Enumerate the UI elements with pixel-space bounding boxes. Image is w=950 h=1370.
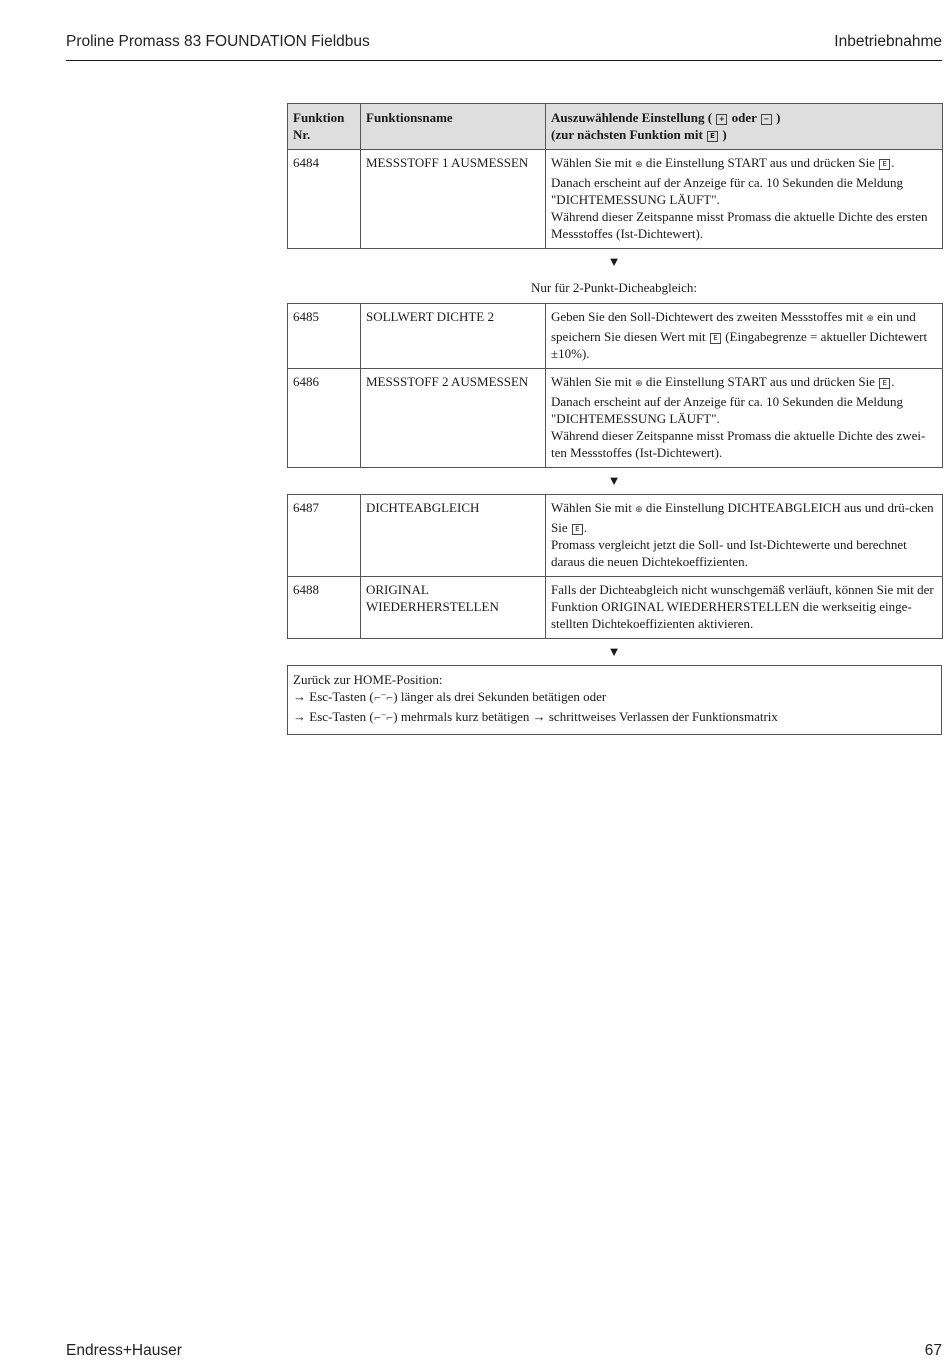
footer-brand: Endress+Hauser xyxy=(66,1342,182,1359)
header-title: Proline Promass 83 FOUNDATION Fieldbus xyxy=(66,33,370,50)
setting-text: Wählen Sie mit xyxy=(551,155,632,170)
setting-text: Wählen Sie mit xyxy=(551,374,632,389)
down-arrow-icon xyxy=(287,639,621,665)
plusminus-key-icon: ⊕ xyxy=(866,314,874,324)
setting-text: Promass vergleicht jetzt die Soll- und Ist-Dichtewerte und berechnet daraus die neuen Dichtekoeffizienten. xyxy=(551,537,907,569)
minus-key-icon: − xyxy=(761,114,772,125)
enter-key-icon: E xyxy=(879,378,890,389)
cell-setting: Falls der Dichteabgleich nicht wunschgemäß verläuft, können Sie mit der Funktion ORIGINAL WIEDERHERSTELLEN die werkseitig einge-stellten Dichtekoeffizienten aktivieren. xyxy=(546,577,943,639)
setting-text: Danach erscheint auf der Anzeige für ca. 10 Sekunden die Meldung "DICHTEMESSUNG LÄUFT". xyxy=(551,394,903,426)
setting-text: . xyxy=(891,155,895,170)
setting-text: die Einstellung DICHTEABGLEICH aus und drü-cken Sie xyxy=(551,500,934,535)
setting-text: Wählen Sie mit xyxy=(551,500,632,515)
plusminus-key-icon: ⊕ xyxy=(635,505,643,515)
setting-text: Während dieser Zeitspanne misst Promass die aktuelle Dichte des zwei-ten Messstoffes (Ist-Dichtewert). xyxy=(551,428,926,460)
page-number: 67 xyxy=(924,1342,942,1359)
header-funktionsname: Funktionsname xyxy=(361,104,546,150)
home-line-1: → Esc-Tasten ( xyxy=(293,689,374,704)
function-table-3 xyxy=(287,494,943,639)
cell-setting xyxy=(546,495,943,577)
table-row-6484 xyxy=(288,150,943,249)
cell-nr: 6487 xyxy=(288,495,361,577)
table-row-6485 xyxy=(288,304,943,369)
header-funktion-nr xyxy=(288,104,361,150)
down-arrow-icon xyxy=(287,468,621,494)
home-position-box xyxy=(287,665,942,735)
header-nr-label: Nr. xyxy=(293,127,311,142)
home-title: Zurück zur HOME-Position: xyxy=(293,672,443,687)
esc-key-icon: ⌐‾⌐ xyxy=(373,714,394,724)
setting-text: ein und speichern Sie diesen Wert mit xyxy=(551,309,916,344)
home-line-2: → Esc-Tasten ( xyxy=(293,709,374,724)
setting-text: die Einstellung START aus und drücken Sie xyxy=(645,155,875,170)
enter-key-icon: E xyxy=(879,159,890,170)
enter-key-icon: E xyxy=(707,131,718,142)
header-einstellung xyxy=(546,104,943,150)
header-einstellung-text: Auszuwählende Einstellung ( xyxy=(551,110,713,125)
function-table-2 xyxy=(287,303,943,468)
setting-text: . xyxy=(891,374,895,389)
setting-text: . xyxy=(583,520,588,535)
setting-text: (Eingabegrenze = aktueller Dichtewert ±10%). xyxy=(551,329,928,361)
setting-text: Während dieser Zeitspanne misst Promass die aktuelle Dichte des ersten Messstoffes (Ist-Dichtewert). xyxy=(551,209,928,241)
table-header-row xyxy=(288,104,943,150)
home-line-2-end: ) mehrmals kurz betätigen → schrittweises Verlassen der Funktionsmatrix xyxy=(393,709,778,724)
table-row-6488 xyxy=(288,577,943,639)
cell-name: MESSSTOFF 2 AUSMESSEN xyxy=(361,369,546,468)
enter-key-icon: E xyxy=(572,524,583,535)
down-arrow-icon xyxy=(287,249,621,275)
cell-setting xyxy=(546,150,943,249)
plusminus-key-icon: ⊕ xyxy=(635,160,643,170)
cell-name: DICHTEABGLEICH xyxy=(361,495,546,577)
arrow-glyph: ▼ xyxy=(607,644,621,659)
two-point-note-text: Nur für 2-Punkt-Dicheabgleich: xyxy=(530,280,698,295)
function-table-1 xyxy=(287,103,943,249)
cell-setting xyxy=(546,369,943,468)
header-next-function-text: (zur nächsten Funktion mit xyxy=(551,127,703,142)
cell-nr: 6486 xyxy=(288,369,361,468)
cell-nr: 6485 xyxy=(288,304,361,369)
page-header xyxy=(66,30,942,61)
plusminus-key-icon: ⊕ xyxy=(635,379,643,389)
header-section: Inbetriebnahme xyxy=(834,33,942,50)
cell-name: ORIGINAL WIEDERHERSTELLEN xyxy=(361,577,546,639)
header-funktion-label: Funktion xyxy=(293,110,345,125)
cell-nr: 6488 xyxy=(288,577,361,639)
setting-text: Danach erscheint auf der Anzeige für ca. 10 Sekunden die Meldung "DICHTEMESSUNG LÄUFT". xyxy=(551,175,903,207)
cell-nr: 6484 xyxy=(288,150,361,249)
plus-key-icon: + xyxy=(716,114,727,125)
esc-key-icon: ⌐‾⌐ xyxy=(373,694,394,704)
arrow-glyph: ▼ xyxy=(607,254,621,269)
two-point-note xyxy=(287,275,698,303)
header-paren-close: ) xyxy=(776,110,781,125)
cell-setting xyxy=(546,304,943,369)
cell-name: MESSSTOFF 1 AUSMESSEN xyxy=(361,150,546,249)
table-row-6487 xyxy=(288,495,943,577)
table-row-6486 xyxy=(288,369,943,468)
content-area xyxy=(287,103,942,735)
arrow-glyph: ▼ xyxy=(607,473,621,488)
setting-text: Geben Sie den Soll-Dichtewert des zweiten Messstoffes mit xyxy=(551,309,864,324)
home-line-1-end: ) länger als drei Sekunden betätigen oder xyxy=(393,689,607,704)
header-oder-text: oder xyxy=(731,110,757,125)
cell-name: SOLLWERT DICHTE 2 xyxy=(361,304,546,369)
enter-key-icon: E xyxy=(710,333,721,344)
setting-text: die Einstellung START aus und drücken Sie xyxy=(645,374,875,389)
header-paren-close-2: ) xyxy=(722,127,727,142)
